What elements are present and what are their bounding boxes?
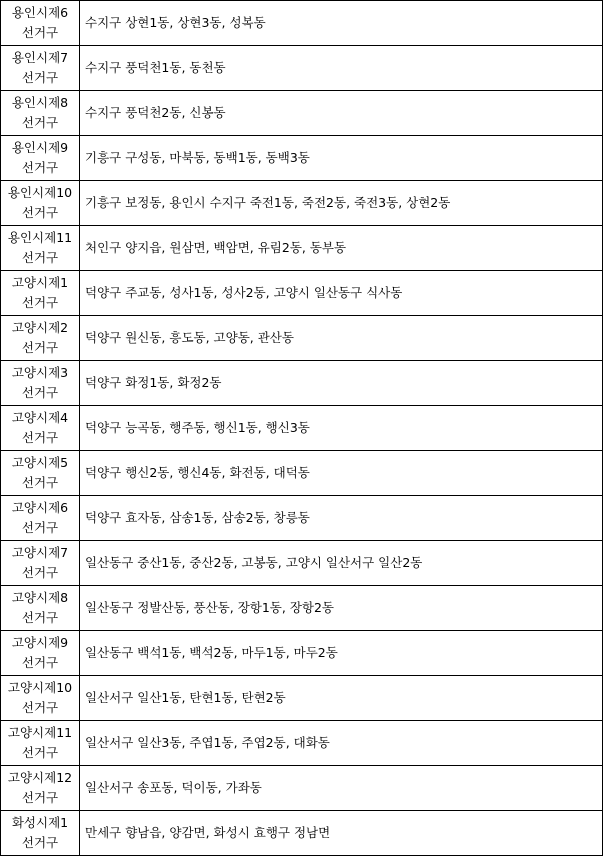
table-row xyxy=(1,226,603,271)
district-areas-cell: 만세구 향남읍, 양감면, 화성시 효행구 정남면 xyxy=(80,811,603,856)
district-areas-cell: 수지구 풍덕천2동, 신봉동 xyxy=(80,91,603,136)
district-areas-cell: 수지구 풍덕천1동, 동천동 xyxy=(80,46,603,91)
district-areas-cell: 기흥구 구성동, 마북동, 동백1동, 동백3동 xyxy=(80,136,603,181)
table-row xyxy=(1,91,603,136)
district-name-line2: 선거구 xyxy=(21,565,59,580)
table-row xyxy=(1,811,603,856)
district-name-cell xyxy=(1,811,80,856)
table-row xyxy=(1,496,603,541)
district-name-line2: 선거구 xyxy=(21,205,59,220)
district-name-line1: 고양시제9 xyxy=(11,635,69,650)
district-areas-cell: 덕양구 효자동, 삼송1동, 삼송2동, 창릉동 xyxy=(80,496,603,541)
district-name-cell xyxy=(1,406,80,451)
district-name-line1: 고양시제4 xyxy=(11,410,69,425)
district-areas-cell: 일산서구 일산3동, 주엽1동, 주엽2동, 대화동 xyxy=(80,721,603,766)
district-name-cell xyxy=(1,586,80,631)
district-name-line2: 선거구 xyxy=(21,385,59,400)
district-name-cell xyxy=(1,46,80,91)
district-name-cell xyxy=(1,136,80,181)
table-row xyxy=(1,451,603,496)
district-name-line1: 고양시제8 xyxy=(11,590,69,605)
district-name-line2: 선거구 xyxy=(21,790,59,805)
district-name-line1: 고양시제6 xyxy=(11,500,69,515)
district-name-line1: 용인시제11 xyxy=(7,230,73,245)
district-name-line1: 고양시제10 xyxy=(7,680,73,695)
district-name-cell xyxy=(1,766,80,811)
district-name-line2: 선거구 xyxy=(21,160,59,175)
district-name-line1: 용인시제7 xyxy=(11,50,69,65)
district-name-line1: 고양시제1 xyxy=(11,275,69,290)
table-row xyxy=(1,136,603,181)
table-row xyxy=(1,316,603,361)
table-row xyxy=(1,586,603,631)
district-name-line1: 화성시제1 xyxy=(11,815,69,830)
table-row xyxy=(1,631,603,676)
district-name-line2: 선거구 xyxy=(21,835,59,850)
table-row xyxy=(1,676,603,721)
district-name-line2: 선거구 xyxy=(21,610,59,625)
district-name-cell xyxy=(1,181,80,226)
district-name-cell xyxy=(1,91,80,136)
district-name-line1: 고양시제3 xyxy=(11,365,69,380)
district-name-line1: 고양시제7 xyxy=(11,545,69,560)
district-name-line2: 선거구 xyxy=(21,700,59,715)
district-name-line2: 선거구 xyxy=(21,70,59,85)
district-name-line1: 용인시제6 xyxy=(11,5,69,20)
table-body xyxy=(1,1,603,856)
district-name-cell xyxy=(1,361,80,406)
table-row xyxy=(1,541,603,586)
district-name-line2: 선거구 xyxy=(21,115,59,130)
district-name-line1: 고양시제12 xyxy=(7,770,73,785)
district-areas-cell: 기흥구 보정동, 용인시 수지구 죽전1동, 죽전2동, 죽전3동, 상현2동 xyxy=(80,181,603,226)
district-name-line2: 선거구 xyxy=(21,475,59,490)
district-areas-cell: 일산동구 백석1동, 백석2동, 마두1동, 마두2동 xyxy=(80,631,603,676)
district-name-cell xyxy=(1,541,80,586)
district-name-cell xyxy=(1,451,80,496)
district-name-cell xyxy=(1,676,80,721)
district-areas-cell: 덕양구 원신동, 흥도동, 고양동, 관산동 xyxy=(80,316,603,361)
district-name-line2: 선거구 xyxy=(21,520,59,535)
district-name-line2: 선거구 xyxy=(21,295,59,310)
table-row xyxy=(1,766,603,811)
district-areas-cell: 일산동구 중산1동, 중산2동, 고봉동, 고양시 일산서구 일산2동 xyxy=(80,541,603,586)
table-row xyxy=(1,406,603,451)
district-name-line2: 선거구 xyxy=(21,655,59,670)
district-areas-cell: 덕양구 주교동, 성사1동, 성사2동, 고양시 일산동구 식사동 xyxy=(80,271,603,316)
district-areas-cell: 수지구 상현1동, 상현3동, 성복동 xyxy=(80,1,603,46)
district-name-cell xyxy=(1,496,80,541)
district-name-line1: 고양시제2 xyxy=(11,320,69,335)
district-name-line1: 고양시제5 xyxy=(11,455,69,470)
district-name-line2: 선거구 xyxy=(21,340,59,355)
district-name-cell xyxy=(1,316,80,361)
district-name-cell xyxy=(1,271,80,316)
district-name-cell xyxy=(1,631,80,676)
table-row xyxy=(1,1,603,46)
district-name-cell xyxy=(1,1,80,46)
table-row xyxy=(1,361,603,406)
district-areas-cell: 처인구 양지읍, 원삼면, 백암면, 유림2동, 동부동 xyxy=(80,226,603,271)
district-name-line2: 선거구 xyxy=(21,250,59,265)
district-name-line2: 선거구 xyxy=(21,25,59,40)
table-row xyxy=(1,271,603,316)
district-name-line1: 용인시제9 xyxy=(11,140,69,155)
district-areas-cell: 덕양구 능곡동, 행주동, 행신1동, 행신3동 xyxy=(80,406,603,451)
district-areas-cell: 일산서구 일산1동, 탄현1동, 탄현2동 xyxy=(80,676,603,721)
district-areas-cell: 덕양구 화정1동, 화정2동 xyxy=(80,361,603,406)
district-name-line1: 용인시제10 xyxy=(7,185,73,200)
table-row xyxy=(1,46,603,91)
district-name-line1: 용인시제8 xyxy=(11,95,69,110)
district-name-cell xyxy=(1,721,80,766)
table-row xyxy=(1,721,603,766)
table-row xyxy=(1,181,603,226)
district-name-line2: 선거구 xyxy=(21,430,59,445)
district-areas-cell: 일산서구 송포동, 덕이동, 가좌동 xyxy=(80,766,603,811)
district-name-cell xyxy=(1,226,80,271)
district-areas-cell: 덕양구 행신2동, 행신4동, 화전동, 대덕동 xyxy=(80,451,603,496)
district-name-line1: 고양시제11 xyxy=(7,725,73,740)
district-areas-cell: 일산동구 정발산동, 풍산동, 장항1동, 장항2동 xyxy=(80,586,603,631)
district-name-line2: 선거구 xyxy=(21,745,59,760)
